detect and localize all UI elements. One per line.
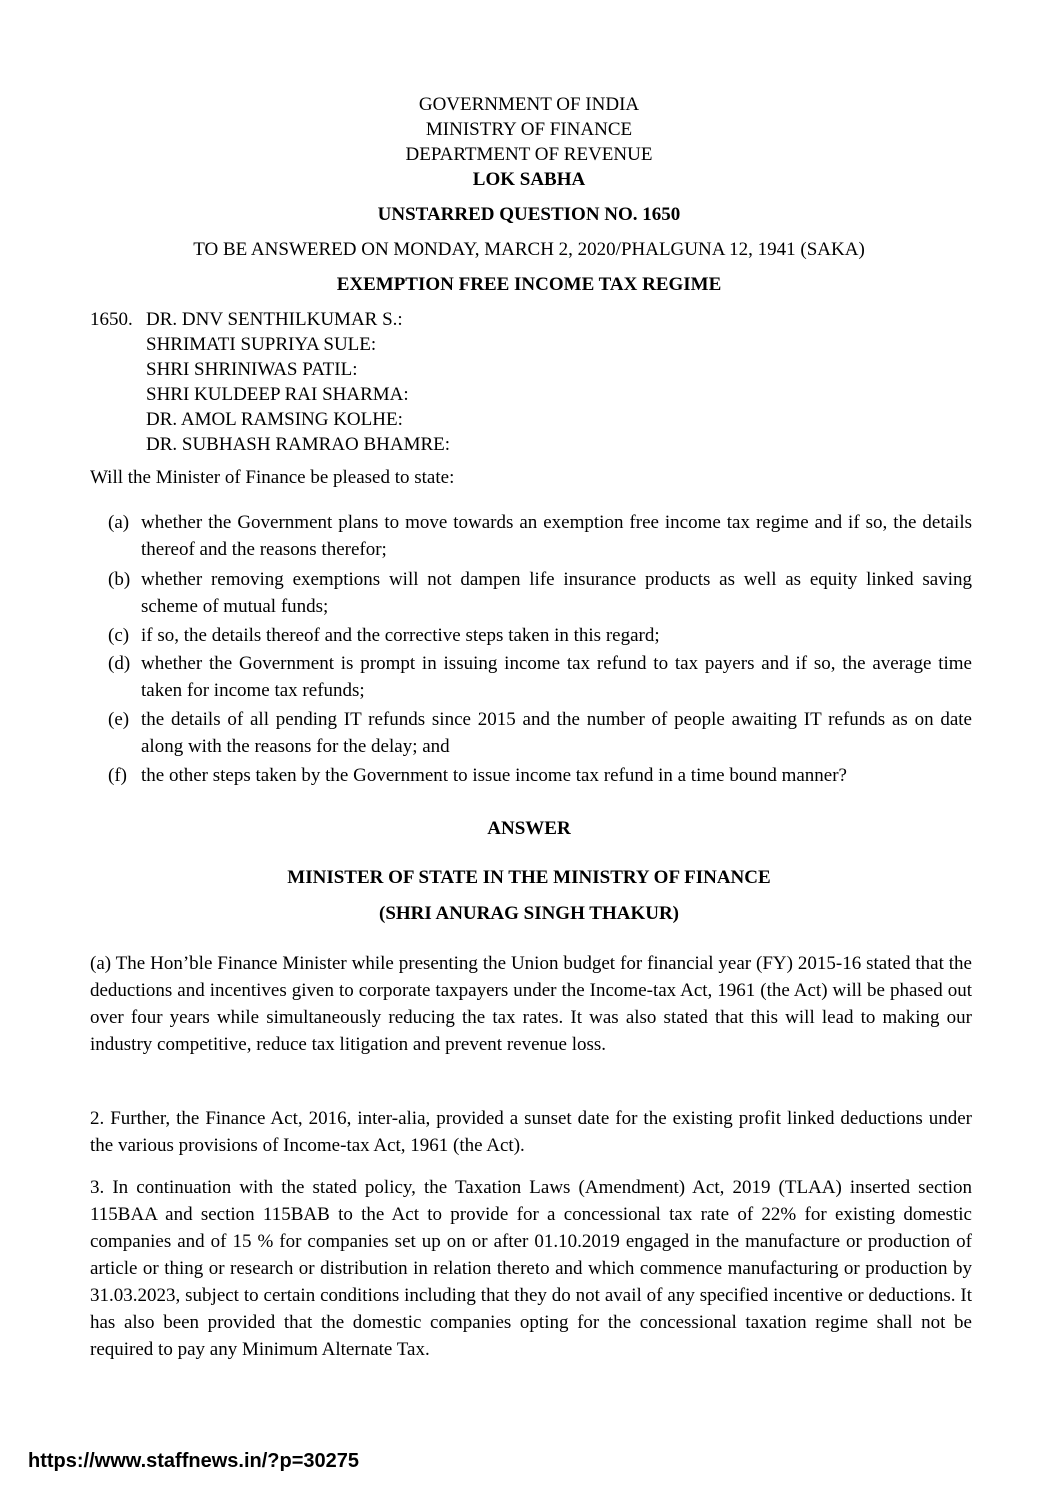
answer-heading: ANSWER xyxy=(487,818,571,839)
member-name: SHRIMATI SUPRIYA SULE: xyxy=(146,334,377,355)
question-label: (e) xyxy=(108,709,130,730)
header-department: DEPARTMENT OF REVENUE xyxy=(405,144,653,165)
member-name: SHRI SHRINIWAS PATIL: xyxy=(146,359,358,380)
question-text: the details of all pending IT refunds since 2015 and the number of people awaiting IT refunds as on date along with the reasons for the delay; and xyxy=(141,709,972,757)
member-name: DR. DNV SENTHILKUMAR S.: xyxy=(146,309,403,330)
answer-paragraph-a: (a) The Hon’ble Finance Minister while presenting the Union budget for financial year (FY) 2015-16 stated that the deductions and incentives given to corporate taxpayers under the Income-tax Act, 1961 (the Act) will be phased out over four years while simultaneously reducing the tax rates. It was also stated that this will lead to making our industry competitive, reduce tax litigation and prevent revenue loss. xyxy=(90,953,972,1055)
header-house: LOK SABHA xyxy=(472,169,586,190)
question-subject: EXEMPTION FREE INCOME TAX REGIME xyxy=(336,274,722,295)
member-name: SHRI KULDEEP RAI SHARMA: xyxy=(146,384,409,405)
question-text: whether the Government is prompt in issuing income tax refund to tax payers and if so, the average time taken for income tax refunds; xyxy=(141,653,972,701)
question-text: whether removing exemptions will not dampen life insurance products as well as equity linked saving scheme of mutual funds; xyxy=(141,569,972,617)
answer-date: TO BE ANSWERED ON MONDAY, MARCH 2, 2020/PHALGUNA 12, 1941 (SAKA) xyxy=(193,239,865,260)
answer-paragraph-3: 3. In continuation with the stated policy, the Taxation Laws (Amendment) Act, 2019 (TLAA) inserted section 115BAA and section 115BAB to the Act to provide for a concessional tax rate of 22% for existing domestic companies and of 15 % for companies set up on or after 01.10.2019 engaged in the manufacture or production of article or thing or research or distribution in relation thereto and which commence manufacturing or production by 31.03.2023, subject to certain conditions including that they do not avail of any specified incentive or deductions. It has also been provided that the domestic companies opting for the concessional taxation regime shall not be required to pay any Minimum Alternate Tax. xyxy=(90,1177,972,1360)
question-label: (c) xyxy=(108,625,130,646)
header-government: GOVERNMENT OF INDIA xyxy=(418,94,640,115)
header-ministry: MINISTRY OF FINANCE xyxy=(425,119,633,140)
member-name: DR. AMOL RAMSING KOLHE: xyxy=(146,409,403,430)
question-text: the other steps taken by the Government to issue income tax refund in a time bound manner? xyxy=(141,765,847,786)
minister-title: MINISTER OF STATE IN THE MINISTRY OF FINANCE xyxy=(287,867,771,888)
question-text: if so, the details thereof and the corrective steps taken in this regard; xyxy=(141,625,660,646)
question-label: (b) xyxy=(108,569,131,590)
member-name: DR. SUBHASH RAMRAO BHAMRE: xyxy=(146,434,451,455)
member-question-number: 1650. xyxy=(90,309,133,330)
answer-paragraph-2: 2. Further, the Finance Act, 2016, inter-alia, provided a sunset date for the existing profit linked deductions under the various provisions of Income-tax Act, 1961 (the Act). xyxy=(90,1108,972,1156)
question-intro: Will the Minister of Finance be pleased to state: xyxy=(90,467,455,488)
question-label: (f) xyxy=(108,765,127,786)
question-number: UNSTARRED QUESTION NO. 1650 xyxy=(377,204,681,225)
watermark-url: https://www.staffnews.in/?p=30275 xyxy=(28,1450,359,1472)
question-text: whether the Government plans to move towards an exemption free income tax regime and if so, the details thereof and the reasons therefor; xyxy=(141,512,972,560)
minister-name: (SHRI ANURAG SINGH THAKUR) xyxy=(379,903,679,924)
question-label: (a) xyxy=(108,512,130,533)
question-label: (d) xyxy=(108,653,131,674)
